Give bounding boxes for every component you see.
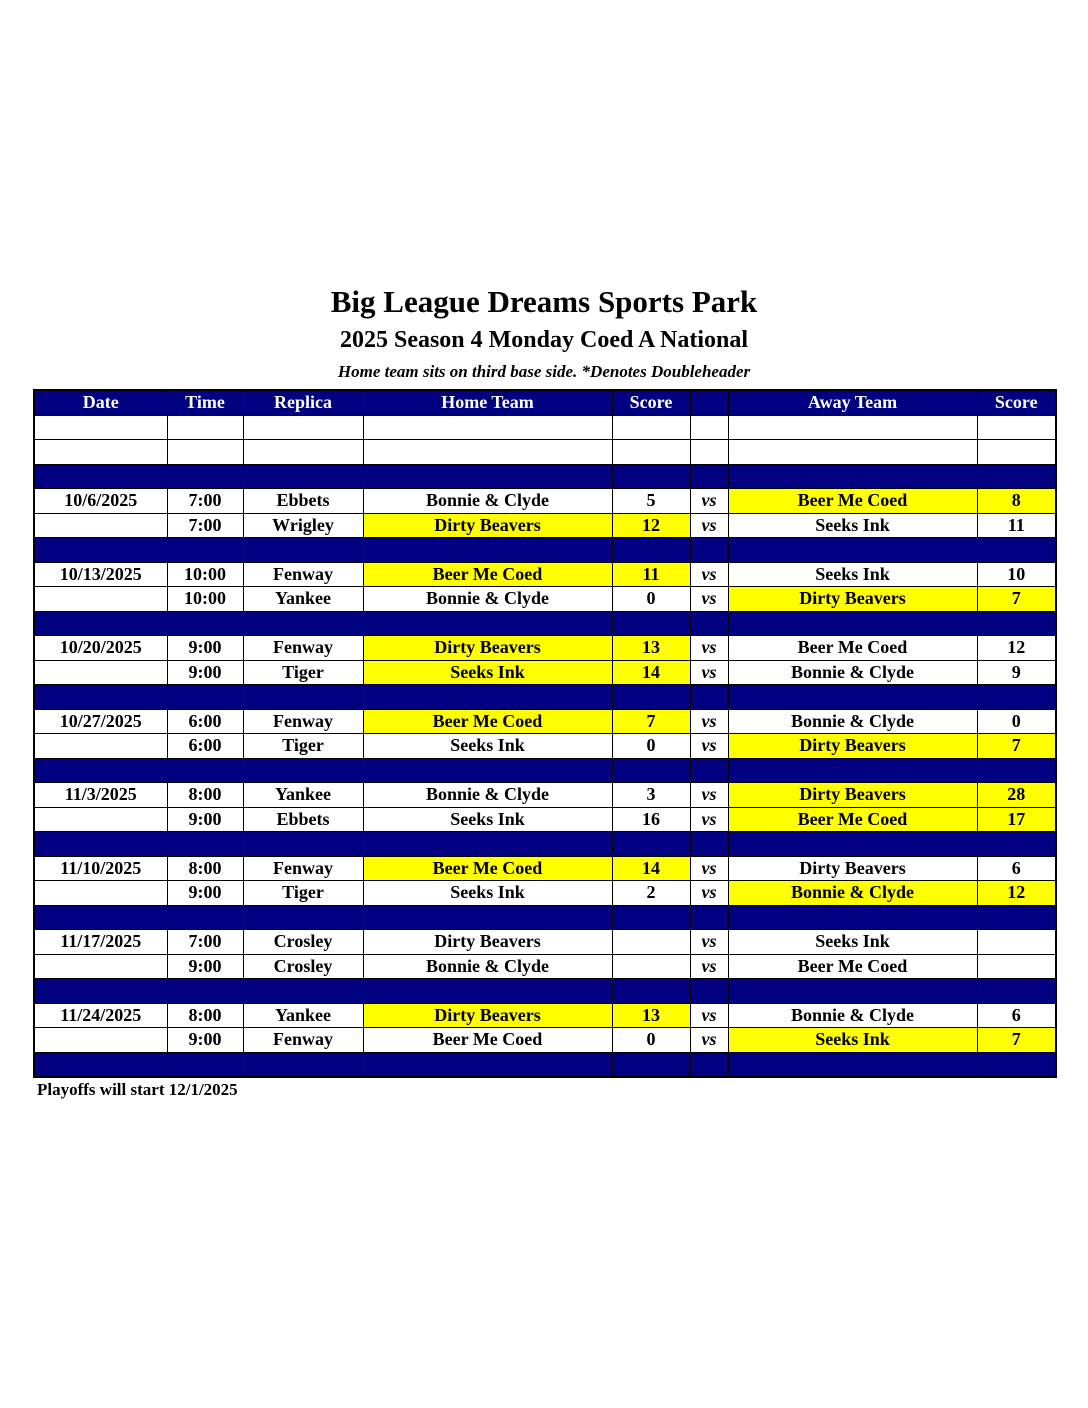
time-cell: 9:00 <box>167 881 243 906</box>
separator-cell <box>363 905 612 930</box>
date-cell <box>34 954 167 979</box>
game-row <box>34 660 1056 685</box>
replica-cell: Ebbets <box>243 807 363 832</box>
home-team-cell: Seeks Ink <box>363 807 612 832</box>
away-team-cell: Seeks Ink <box>728 513 977 538</box>
separator-cell <box>612 1052 690 1077</box>
vs-cell: vs <box>690 587 728 612</box>
separator-cell <box>167 979 243 1004</box>
home-score-cell: 0 <box>612 734 690 759</box>
away-team-cell: Seeks Ink <box>728 930 977 955</box>
separator-cell <box>612 611 690 636</box>
col-header-date: Date <box>34 390 167 415</box>
separator-cell <box>243 905 363 930</box>
separator-cell <box>167 832 243 857</box>
replica-cell: Tiger <box>243 734 363 759</box>
time-cell: 7:00 <box>167 489 243 514</box>
replica-cell: Fenway <box>243 1028 363 1053</box>
separator-cell <box>34 1052 167 1077</box>
separator-cell <box>243 1052 363 1077</box>
separator-cell <box>243 758 363 783</box>
date-cell: 11/3/2025 <box>34 783 167 808</box>
separator-cell <box>690 685 728 710</box>
game-row <box>34 1028 1056 1053</box>
separator-cell <box>243 832 363 857</box>
game-row <box>34 587 1056 612</box>
week-separator-row <box>34 758 1056 783</box>
home-team-cell: Dirty Beavers <box>363 930 612 955</box>
date-cell: 11/17/2025 <box>34 930 167 955</box>
away-team-cell: Dirty Beavers <box>728 587 977 612</box>
date-cell: 10/27/2025 <box>34 709 167 734</box>
away-team-cell: Bonnie & Clyde <box>728 660 977 685</box>
vs-cell: vs <box>690 660 728 685</box>
replica-cell: Tiger <box>243 881 363 906</box>
away-team-cell: Bonnie & Clyde <box>728 881 977 906</box>
replica-cell: Yankee <box>243 783 363 808</box>
separator-cell <box>34 538 167 563</box>
separator-cell <box>977 611 1056 636</box>
date-cell <box>34 1028 167 1053</box>
league-subtitle: 2025 Season 4 Monday Coed A National <box>339 327 749 353</box>
date-cell <box>34 881 167 906</box>
blank-row <box>34 440 1056 465</box>
time-cell: 7:00 <box>167 930 243 955</box>
blank-cell <box>243 415 363 440</box>
separator-cell <box>363 464 612 489</box>
away-score-cell: 17 <box>977 807 1056 832</box>
away-score-cell: 7 <box>977 734 1056 759</box>
separator-cell <box>612 905 690 930</box>
away-score-cell: 0 <box>977 709 1056 734</box>
separator-cell <box>612 979 690 1004</box>
col-header-away-score: Score <box>977 390 1056 415</box>
schedule-note: Home team sits on third base side. *Denotes Doubleheader <box>337 362 751 381</box>
away-team-cell: Beer Me Coed <box>728 807 977 832</box>
game-row <box>34 783 1056 808</box>
replica-cell: Fenway <box>243 856 363 881</box>
table-body <box>34 415 1056 1077</box>
separator-cell <box>977 979 1056 1004</box>
blank-cell <box>728 415 977 440</box>
week-separator-row <box>34 979 1056 1004</box>
week-separator-row <box>34 832 1056 857</box>
separator-cell <box>977 832 1056 857</box>
replica-cell: Ebbets <box>243 489 363 514</box>
separator-cell <box>167 1052 243 1077</box>
home-score-cell: 14 <box>612 660 690 685</box>
game-row <box>34 734 1056 759</box>
col-header-vs <box>690 390 728 415</box>
col-header-replica: Replica <box>243 390 363 415</box>
separator-cell <box>728 464 977 489</box>
home-team-cell: Seeks Ink <box>363 734 612 759</box>
week-separator-row <box>34 1052 1056 1077</box>
separator-cell <box>728 758 977 783</box>
blank-cell <box>690 415 728 440</box>
home-team-cell: Dirty Beavers <box>363 636 612 661</box>
away-team-cell: Seeks Ink <box>728 562 977 587</box>
game-row <box>34 930 1056 955</box>
vs-cell: vs <box>690 954 728 979</box>
separator-cell <box>243 979 363 1004</box>
col-header-home-score: Score <box>612 390 690 415</box>
home-score-cell: 7 <box>612 709 690 734</box>
vs-cell: vs <box>690 513 728 538</box>
away-score-cell: 7 <box>977 587 1056 612</box>
separator-cell <box>34 464 167 489</box>
home-team-cell: Beer Me Coed <box>363 709 612 734</box>
date-cell: 11/24/2025 <box>34 1003 167 1028</box>
game-row <box>34 489 1056 514</box>
away-score-cell: 12 <box>977 636 1056 661</box>
separator-cell <box>728 905 977 930</box>
game-row <box>34 954 1056 979</box>
separator-cell <box>34 832 167 857</box>
away-score-cell <box>977 954 1056 979</box>
vs-cell: vs <box>690 489 728 514</box>
away-team-cell: Beer Me Coed <box>728 489 977 514</box>
blank-cell <box>728 440 977 465</box>
blank-cell <box>363 440 612 465</box>
date-cell <box>34 587 167 612</box>
home-score-cell <box>612 954 690 979</box>
home-team-cell: Bonnie & Clyde <box>363 783 612 808</box>
blank-cell <box>167 440 243 465</box>
week-separator-row <box>34 905 1056 930</box>
date-cell <box>34 513 167 538</box>
replica-cell: Fenway <box>243 562 363 587</box>
away-team-cell: Bonnie & Clyde <box>728 709 977 734</box>
blank-row <box>34 415 1056 440</box>
separator-cell <box>363 832 612 857</box>
date-cell <box>34 734 167 759</box>
separator-cell <box>728 685 977 710</box>
separator-cell <box>363 538 612 563</box>
schedule-table <box>33 389 1057 1078</box>
home-score-cell: 12 <box>612 513 690 538</box>
game-row <box>34 881 1056 906</box>
away-team-cell: Beer Me Coed <box>728 954 977 979</box>
home-score-cell: 0 <box>612 587 690 612</box>
time-cell: 9:00 <box>167 807 243 832</box>
separator-cell <box>690 464 728 489</box>
separator-cell <box>728 979 977 1004</box>
separator-cell <box>690 832 728 857</box>
separator-cell <box>167 611 243 636</box>
home-team-cell: Beer Me Coed <box>363 856 612 881</box>
col-header-home-team: Home Team <box>363 390 612 415</box>
separator-cell <box>977 464 1056 489</box>
replica-cell: Crosley <box>243 954 363 979</box>
separator-cell <box>690 979 728 1004</box>
time-cell: 10:00 <box>167 587 243 612</box>
blank-cell <box>612 440 690 465</box>
time-cell: 6:00 <box>167 734 243 759</box>
separator-cell <box>977 905 1056 930</box>
home-score-cell: 14 <box>612 856 690 881</box>
separator-cell <box>977 758 1056 783</box>
separator-cell <box>728 1052 977 1077</box>
date-cell: 10/13/2025 <box>34 562 167 587</box>
away-team-cell: Dirty Beavers <box>728 856 977 881</box>
replica-cell: Yankee <box>243 1003 363 1028</box>
blank-cell <box>977 440 1056 465</box>
replica-cell: Yankee <box>243 587 363 612</box>
time-cell: 10:00 <box>167 562 243 587</box>
replica-cell: Fenway <box>243 709 363 734</box>
blank-cell <box>167 415 243 440</box>
home-score-cell: 13 <box>612 636 690 661</box>
vs-cell: vs <box>690 881 728 906</box>
separator-cell <box>34 758 167 783</box>
away-score-cell: 10 <box>977 562 1056 587</box>
away-team-cell: Seeks Ink <box>728 1028 977 1053</box>
separator-cell <box>612 685 690 710</box>
separator-cell <box>34 979 167 1004</box>
vs-cell: vs <box>690 807 728 832</box>
separator-cell <box>690 611 728 636</box>
date-cell: 10/20/2025 <box>34 636 167 661</box>
separator-cell <box>167 464 243 489</box>
col-header-away-team: Away Team <box>728 390 977 415</box>
replica-cell: Crosley <box>243 930 363 955</box>
separator-cell <box>167 758 243 783</box>
away-score-cell: 6 <box>977 856 1056 881</box>
separator-cell <box>728 611 977 636</box>
separator-cell <box>612 538 690 563</box>
game-row <box>34 709 1056 734</box>
separator-cell <box>34 905 167 930</box>
away-score-cell <box>977 930 1056 955</box>
separator-cell <box>363 979 612 1004</box>
time-cell: 7:00 <box>167 513 243 538</box>
separator-cell <box>690 538 728 563</box>
home-score-cell: 16 <box>612 807 690 832</box>
separator-cell <box>690 1052 728 1077</box>
replica-cell: Fenway <box>243 636 363 661</box>
date-cell <box>34 660 167 685</box>
blank-cell <box>363 415 612 440</box>
game-row <box>34 636 1056 661</box>
vs-cell: vs <box>690 783 728 808</box>
away-team-cell: Bonnie & Clyde <box>728 1003 977 1028</box>
separator-cell <box>363 1052 612 1077</box>
replica-cell: Wrigley <box>243 513 363 538</box>
time-cell: 9:00 <box>167 636 243 661</box>
separator-cell <box>34 685 167 710</box>
home-score-cell: 13 <box>612 1003 690 1028</box>
separator-cell <box>243 538 363 563</box>
home-team-cell: Bonnie & Clyde <box>363 587 612 612</box>
separator-cell <box>167 905 243 930</box>
game-row <box>34 807 1056 832</box>
time-cell: 8:00 <box>167 856 243 881</box>
separator-cell <box>690 758 728 783</box>
date-cell: 11/10/2025 <box>34 856 167 881</box>
blank-cell <box>612 415 690 440</box>
home-score-cell: 0 <box>612 1028 690 1053</box>
time-cell: 9:00 <box>167 1028 243 1053</box>
away-score-cell: 12 <box>977 881 1056 906</box>
table-header <box>34 390 1056 415</box>
home-score-cell: 5 <box>612 489 690 514</box>
date-cell <box>34 807 167 832</box>
home-score-cell: 11 <box>612 562 690 587</box>
blank-cell <box>690 440 728 465</box>
vs-cell: vs <box>690 562 728 587</box>
separator-cell <box>612 832 690 857</box>
away-score-cell: 28 <box>977 783 1056 808</box>
time-cell: 6:00 <box>167 709 243 734</box>
home-score-cell <box>612 930 690 955</box>
blank-cell <box>34 440 167 465</box>
home-team-cell: Bonnie & Clyde <box>363 954 612 979</box>
separator-cell <box>690 905 728 930</box>
separator-cell <box>612 464 690 489</box>
separator-cell <box>243 685 363 710</box>
replica-cell: Tiger <box>243 660 363 685</box>
vs-cell: vs <box>690 1028 728 1053</box>
home-score-cell: 3 <box>612 783 690 808</box>
time-cell: 9:00 <box>167 660 243 685</box>
vs-cell: vs <box>690 734 728 759</box>
col-header-time: Time <box>167 390 243 415</box>
vs-cell: vs <box>690 1003 728 1028</box>
time-cell: 8:00 <box>167 1003 243 1028</box>
game-row <box>34 1003 1056 1028</box>
week-separator-row <box>34 464 1056 489</box>
separator-cell <box>977 685 1056 710</box>
separator-cell <box>167 685 243 710</box>
home-team-cell: Beer Me Coed <box>363 562 612 587</box>
away-score-cell: 11 <box>977 513 1056 538</box>
away-score-cell: 9 <box>977 660 1056 685</box>
week-separator-row <box>34 611 1056 636</box>
separator-cell <box>363 758 612 783</box>
time-cell: 8:00 <box>167 783 243 808</box>
away-team-cell: Dirty Beavers <box>728 734 977 759</box>
vs-cell: vs <box>690 930 728 955</box>
away-score-cell: 6 <box>977 1003 1056 1028</box>
separator-cell <box>243 464 363 489</box>
playoffs-note: Playoffs will start 12/1/2025 <box>37 1080 238 1099</box>
page-title: Big League Dreams Sports Park <box>330 284 758 319</box>
date-cell: 10/6/2025 <box>34 489 167 514</box>
week-separator-row <box>34 685 1056 710</box>
separator-cell <box>977 538 1056 563</box>
away-score-cell: 8 <box>977 489 1056 514</box>
blank-cell <box>977 415 1056 440</box>
separator-cell <box>363 685 612 710</box>
game-row <box>34 562 1056 587</box>
vs-cell: vs <box>690 709 728 734</box>
home-team-cell: Dirty Beavers <box>363 1003 612 1028</box>
week-separator-row <box>34 538 1056 563</box>
separator-cell <box>977 1052 1056 1077</box>
separator-cell <box>167 538 243 563</box>
separator-cell <box>728 538 977 563</box>
home-team-cell: Seeks Ink <box>363 881 612 906</box>
home-team-cell: Bonnie & Clyde <box>363 489 612 514</box>
home-score-cell: 2 <box>612 881 690 906</box>
away-score-cell: 7 <box>977 1028 1056 1053</box>
time-cell: 9:00 <box>167 954 243 979</box>
away-team-cell: Dirty Beavers <box>728 783 977 808</box>
game-row <box>34 513 1056 538</box>
away-team-cell: Beer Me Coed <box>728 636 977 661</box>
game-row <box>34 856 1056 881</box>
blank-cell <box>34 415 167 440</box>
home-team-cell: Dirty Beavers <box>363 513 612 538</box>
header-row <box>34 390 1056 415</box>
home-team-cell: Beer Me Coed <box>363 1028 612 1053</box>
blank-cell <box>243 440 363 465</box>
home-team-cell: Seeks Ink <box>363 660 612 685</box>
separator-cell <box>363 611 612 636</box>
separator-cell <box>728 832 977 857</box>
vs-cell: vs <box>690 636 728 661</box>
separator-cell <box>243 611 363 636</box>
vs-cell: vs <box>690 856 728 881</box>
separator-cell <box>34 611 167 636</box>
separator-cell <box>612 758 690 783</box>
